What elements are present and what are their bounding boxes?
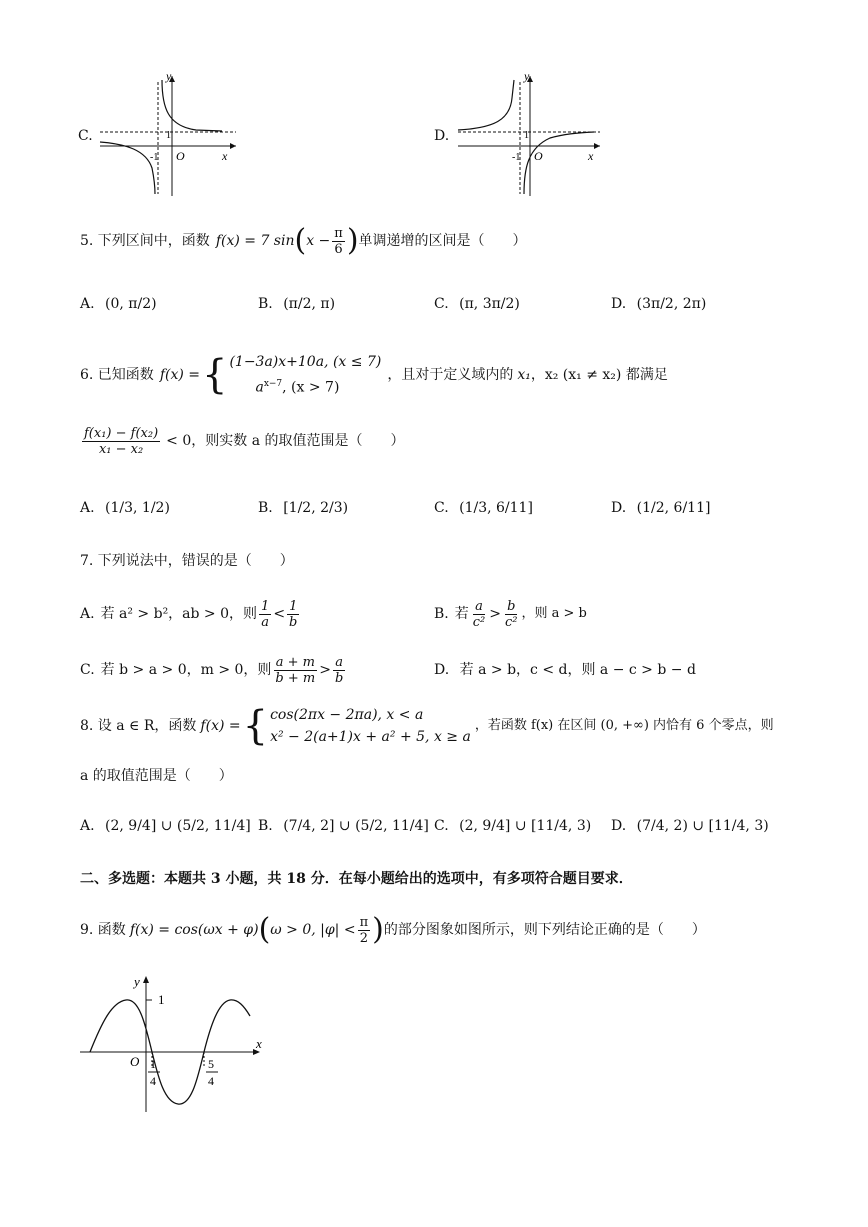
q9-tick1-num: 1 — [150, 1057, 156, 1071]
q8-prefix: 8. 设 a ∈ R，函数 — [80, 718, 197, 734]
q5-suffix: 单调递增的区间是（ ） — [358, 233, 527, 249]
option-c-graph — [96, 68, 236, 198]
q9-tick2-den: 4 — [208, 1074, 214, 1088]
q6-ineq-rhs: < 0，则实数 a 的取值范围是（ ） — [166, 433, 405, 449]
q8-cases — [270, 704, 471, 748]
q8-stem — [80, 700, 774, 752]
q6-option-b[interactable]: B. [1/2, 2/3) — [258, 500, 349, 516]
q9-suffix: 的部分图象如图所示，则下列结论正确的是（ ） — [383, 922, 706, 938]
q8-func: f(x) = — [200, 718, 241, 734]
option-d-graph-block — [434, 68, 594, 198]
q5-option-d[interactable]: D. (3π/2, 2π) — [611, 296, 707, 312]
q9-tick1-den: 4 — [150, 1074, 156, 1088]
option-c-label: C. — [78, 128, 93, 144]
q7-stem: 7. 下列说法中，错误的是（ ） — [80, 553, 294, 569]
q7-option-d[interactable]: D. 若 a > b，c < d，则 a − c > b − d — [434, 662, 696, 678]
d-tick-one: 1 — [524, 130, 529, 141]
q6-x1: x₁ — [517, 367, 531, 383]
q6-option-a[interactable]: A. (1/3, 1/2) — [80, 500, 170, 516]
q5-prefix: 5. 下列区间中，函数 — [80, 233, 210, 249]
q6-case2-wrap: $a^{x-7}$, (x > 7) — [255, 379, 340, 396]
q6-mid: ，且对于定义域内的 — [387, 367, 514, 383]
q7-option-c[interactable]: C. 若 b > a > 0，m > 0，则 $\frac{a + m}{b + m}$ > $\frac{a}{b}$ — [80, 654, 344, 686]
q6-option-d[interactable]: D. (1/2, 6/11] — [611, 500, 711, 516]
q5-func: f(x) = 7 sin — [215, 233, 295, 249]
q5-option-c[interactable]: C. (π, 3π/2) — [434, 296, 520, 312]
q7-option-a[interactable]: A. 若 a² > b²，ab > 0，则 $\frac{1}{a}$ < $\frac{1}{b}$ — [80, 598, 298, 630]
c-tick-neg-one: -1 — [150, 152, 159, 163]
q6-brace: { — [202, 352, 228, 398]
section2-heading: 二、多选题：本题共 3 小题，共 18 分．在每小题给出的选项中，有多项符合题目要求． — [80, 871, 633, 887]
q9-axis-x: x — [256, 1036, 262, 1051]
q6-option-c[interactable]: C. (1/3, 6/11] — [434, 500, 533, 516]
q9-paren-open: ( — [258, 912, 271, 947]
q5-frac: $\frac{\pi}{6}$ — [334, 225, 343, 257]
d-origin: O — [534, 149, 543, 163]
q9-func: f(x) = cos(ωx + φ) — [129, 922, 259, 938]
q6-prefix: 6. 已知函数 — [80, 367, 154, 383]
q8-option-b[interactable]: B. (7/4, 2] ∪ (5/2, 11/4] — [258, 818, 429, 834]
q8-option-a[interactable]: A. (2, 9/4] ∪ (5/2, 11/4] — [80, 818, 251, 834]
option-d-label: D. — [434, 128, 450, 144]
q6-cases — [229, 351, 381, 399]
q6-ineq-frac: $\frac{\text{f(x₁) − f(x₂)}}{\text{x₁ − x₂}}$ — [84, 425, 159, 457]
d-axis-y: y — [524, 69, 530, 83]
q8-suffix: ，若函数 f(x) 在区间 (0, +∞) 内恰有 6 个零点，则 — [474, 718, 774, 733]
q9-paren-close: ) — [372, 912, 384, 947]
q6-x2-cond: ，x₂ (x₁ ≠ x₂) 都满足 — [530, 367, 668, 383]
q9-prefix: 9. 函数 — [80, 922, 126, 938]
c-axis-x: x — [222, 149, 228, 163]
q7-c-frac1: $\frac{a + m}{b + m}$ — [275, 654, 316, 686]
c-origin: O — [176, 149, 185, 163]
c-axis-y: y — [166, 69, 172, 83]
q7-option-b[interactable]: B. 若 $\frac{a}{\text{c²}}$ > $\frac{b}{\text{c²}}$ ，则 a > b — [434, 598, 587, 630]
q6-case1: (1−3a)x+10a, (x ≤ 7) — [229, 354, 382, 371]
q9-stem — [80, 908, 706, 952]
q9-cond: ω > 0, |φ| < — [270, 922, 356, 938]
q5-option-a[interactable]: A. (0, π/2) — [80, 296, 157, 312]
q8-option-d[interactable]: D. (7/4, 2) ∪ [11/4, 3) — [611, 818, 769, 834]
q8-case2: x² − 2(a+1)x + a² + 5, x ≥ a — [270, 729, 471, 745]
q8-case1: cos(2πx − 2πa), x < a — [270, 707, 424, 723]
q5-var: x − — [306, 233, 331, 249]
d-tick-neg-one: -1 — [512, 152, 521, 163]
q9-origin: O — [130, 1054, 140, 1069]
q9-tick-y: 1 — [158, 992, 165, 1007]
q5-option-b[interactable]: B. (π/2, π) — [258, 296, 336, 312]
q6-stem — [80, 350, 668, 400]
q9-graph — [78, 972, 278, 1122]
q7-a-frac1: $\frac{1}{a}$ — [261, 598, 270, 630]
q5-paren-open: ( — [294, 223, 307, 258]
q5-paren-close: ) — [346, 223, 359, 258]
q8-brace: { — [242, 703, 269, 749]
q8-stem-line2: a 的取值范围是（ ） — [80, 768, 233, 784]
d-axis-x: x — [588, 149, 594, 163]
q9-axis-y: y — [134, 974, 140, 989]
q6-func: f(x) = — [159, 367, 200, 383]
q9-cond-frac: $\frac{\pi}{2}$ — [359, 914, 369, 946]
q5-stem — [80, 224, 527, 258]
q7-c-frac2: $\frac{a}{b}$ — [334, 654, 344, 686]
q7-a-frac2: $\frac{1}{b}$ — [289, 598, 298, 630]
option-d-graph — [454, 68, 604, 198]
q6-inequality — [80, 418, 405, 464]
option-c-graph-block — [78, 68, 238, 198]
q9-tick2-num: 5 — [208, 1057, 214, 1071]
q8-option-c[interactable]: C. (2, 9/4] ∪ [11/4, 3) — [434, 818, 592, 834]
c-tick-one: 1 — [166, 130, 171, 141]
q7-b-frac2: $\frac{b}{\text{c²}}$ — [504, 598, 518, 630]
q7-b-frac1: $\frac{a}{\text{c²}}$ — [472, 598, 486, 630]
